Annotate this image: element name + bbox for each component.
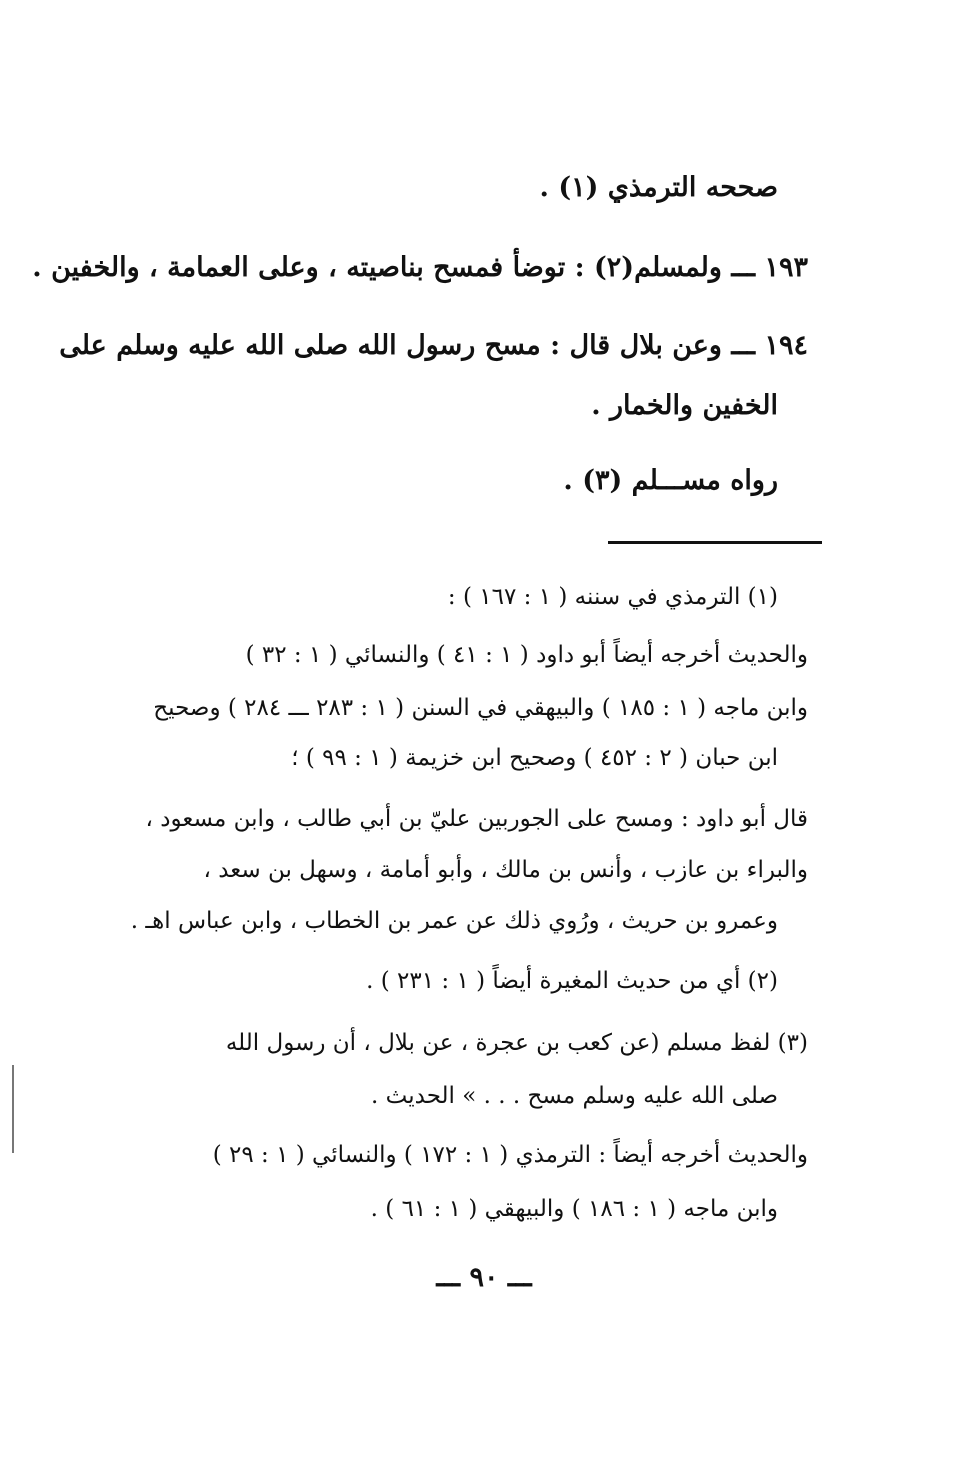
page-number: ـــ ٩٠ ـــ — [436, 1262, 532, 1293]
footnote-3-line-2: صلى الله عليه وسلم مسح . . . » الحديث . — [371, 1083, 778, 1109]
hadith-194-line-1: ١٩٤ ـــ وعن بلال قال : مسح رسول الله صلى الله عليه وسلم على — [59, 330, 808, 361]
footnote-1-line-7: وعمرو بن حريث ، ورُوي ذلك عن عمر بن الخطاب ، وابن عباس اهـ . — [130, 908, 778, 934]
scan-margin-mark — [12, 1065, 14, 1153]
footnote-3-line-3: والحديث أخرجه أيضاً : الترمذي ( ١ : ١٧٢ ) والنسائي ( ١ : ٢٩ ) — [212, 1142, 808, 1168]
footnote-1-line-2: والحديث أخرجه أيضاً أبو داود ( ١ : ٤١ ) والنسائي ( ١ : ٣٢ ) — [245, 642, 808, 668]
footnote-3-line-4: وابن ماجه ( ١ : ١٨٦ ) والبيهقي ( ١ : ٦١ ) . — [370, 1196, 778, 1222]
footnote-1-line-1: (١) الترمذي في سننه ( ١ : ١٦٧ ) : — [447, 584, 778, 610]
footnote-1-line-3: وابن ماجه ( ١ : ١٨٥ ) والبيهقي في السنن ( ١ : ٢٨٣ ـــ ٢٨٤ ) وصحيح — [153, 695, 808, 721]
hadith-194-source: رواه مســـلم (٣) . — [563, 465, 778, 496]
hadith-193: ١٩٣ ـــ ولمسلم(٢) : توضأ فمسح بناصيته ، وعلى العمامة ، والخفين . — [32, 252, 808, 283]
footnote-1-line-5: قال أبو داود : ومسح على الجوربين عليّ بن أبي طالب ، وابن مسعود ، — [145, 806, 808, 832]
hadith-194-line-2: الخفين والخمار . — [591, 390, 778, 421]
main-text-line-1: صححه الترمذي (١) . — [539, 172, 778, 203]
footnote-1-line-4: ابن حبان ( ٢ : ٤٥٢ ) وصحيح ابن خزيمة ( ١ : ٩٩ ) ؛ — [291, 745, 778, 771]
footnote-1-line-6: والبراء بن عازب ، وأنس بن مالك ، وأبو أمامة ، وسهل بن سعد ، — [203, 857, 808, 883]
footnote-3-line-1: (٣) لفظ مسلم (عن كعب بن عجرة ، عن بلال ، أن رسول الله — [225, 1030, 808, 1056]
footnote-separator — [608, 541, 822, 544]
footnote-2: (٢) أي من حديث المغيرة أيضاً ( ١ : ٢٣١ ) . — [366, 968, 778, 994]
